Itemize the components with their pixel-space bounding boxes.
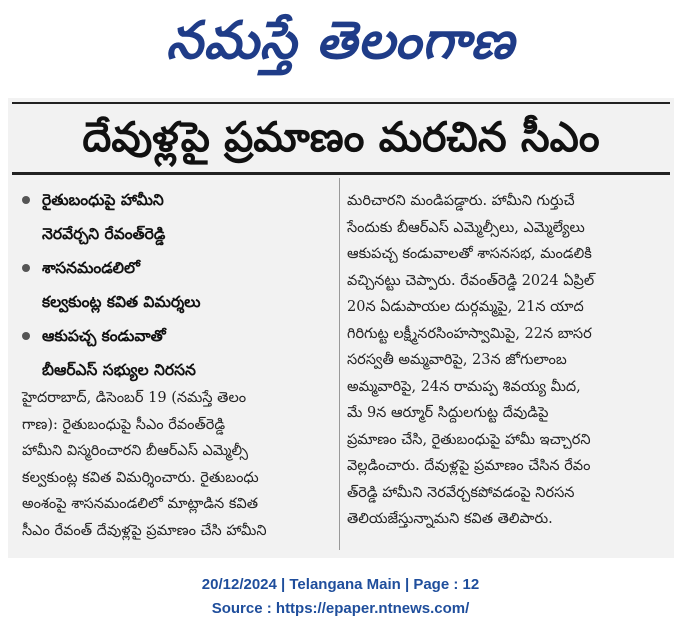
masthead-logo: నమస్తే తెలంగాణ (166, 11, 515, 71)
footer-date-page: 20/12/2024 | Telangana Main | Page : 12 (201, 576, 480, 593)
article-line: వచ్చినట్టు చెప్పారు. రేవంత్‌రెడ్డి 2024 ఏప్రిల్ (347, 272, 595, 289)
article-line: అమ్మవారిపై, 24న రామప్ప శివయ్య మీద, (347, 378, 581, 395)
highlight-text: శాసనమండలిలో (42, 259, 140, 277)
bullet-icon (22, 196, 30, 204)
article-line: తెలియజేస్తున్నామని కవిత తెలిపారు. (347, 511, 553, 527)
highlight-text: ఆకుపచ్చ కండువాతో (42, 327, 166, 345)
footer-source: Source : https://epaper.ntnews.com/ (211, 600, 470, 617)
article-line: హామీని విస్మరించారని బీఆర్‌ఎస్ ఎమ్మెల్సీ (22, 443, 249, 459)
article-line: సరస్వతీ అమ్మవారిపై, 23న జోగులాంబ (347, 352, 567, 368)
highlight-text: బీఆర్‌ఎస్ సభ్యుల నిరసన (42, 361, 196, 379)
article-right-column (347, 188, 669, 533)
article-left-column (22, 385, 334, 544)
article-line: 20న ఏడుపాయల దుర్గమ్మపై, 21న యాద (347, 299, 584, 315)
highlight-item (22, 353, 332, 387)
article-line: మరిచారని మండిపడ్డారు. హామీని గుర్తుచే (347, 193, 575, 209)
highlight-item (22, 251, 332, 285)
article-line: ఆకుపచ్చ కండువాలతో శాసనసభ, మండలికి (347, 246, 592, 262)
highlight-text: కల్వకుంట్ల కవిత విమర్శలు (42, 293, 201, 311)
article-line: అంశంపై శాసనమండలిలో మాట్లాడిన కవిత (22, 496, 258, 512)
article-line: త్‌రెడ్డి హామీని నెరవేర్చకపోవడంపై నిరసన (347, 484, 575, 501)
highlight-item (22, 319, 332, 353)
headline-bottom-rule (12, 172, 670, 175)
article-line: సేందుకు బీఆర్‌ఎస్ ఎమ్మెల్సీలు, ఎమ్మెల్యేలు (347, 219, 585, 236)
article-line: వెల్లడించారు. దేవుళ్లపై ప్రమాణం చేసిన రేవం (347, 458, 591, 474)
highlight-item (22, 285, 332, 319)
headline: దేవుళ్లపై ప్రమాణం మరచిన సీఎం (82, 113, 600, 161)
column-divider (339, 178, 340, 550)
article-line: సీఎం రేవంత్ దేవుళ్లపై ప్రమాణం చేసి హామీని (22, 522, 267, 539)
article-line: మే 9న ఆర్మూర్ సిద్దులగుట్ట దేవుడిపై (347, 405, 549, 421)
highlight-item (22, 183, 332, 217)
bullet-icon (22, 332, 30, 340)
bullet-icon (22, 264, 30, 272)
highlights-list (22, 183, 332, 387)
highlight-text: రైతుబంధుపై హామీని (42, 191, 164, 209)
highlight-item (22, 217, 332, 251)
highlight-text: నెరవేర్చని రేవంత్‌రెడ్డి (42, 225, 166, 243)
article-line: కల్వకుంట్ల కవిత విమర్శించారు. రైతుబంధు (22, 469, 259, 486)
article-line: ప్రమాణం చేసి, రైతుబంధుపై హామీ ఇచ్చారని (347, 431, 591, 448)
article-line: హైదరాబాద్, డిసెంబర్ 19 (నమస్తే తెలం (22, 390, 247, 406)
article-line: గాణ): రైతుబంధుపై సీఎం రేవంత్‌రెడ్డి (22, 416, 226, 433)
article-line: గిరిగుట్ట లక్ష్మీనరసింహస్వామిపై, 22న బాసర (347, 325, 592, 342)
